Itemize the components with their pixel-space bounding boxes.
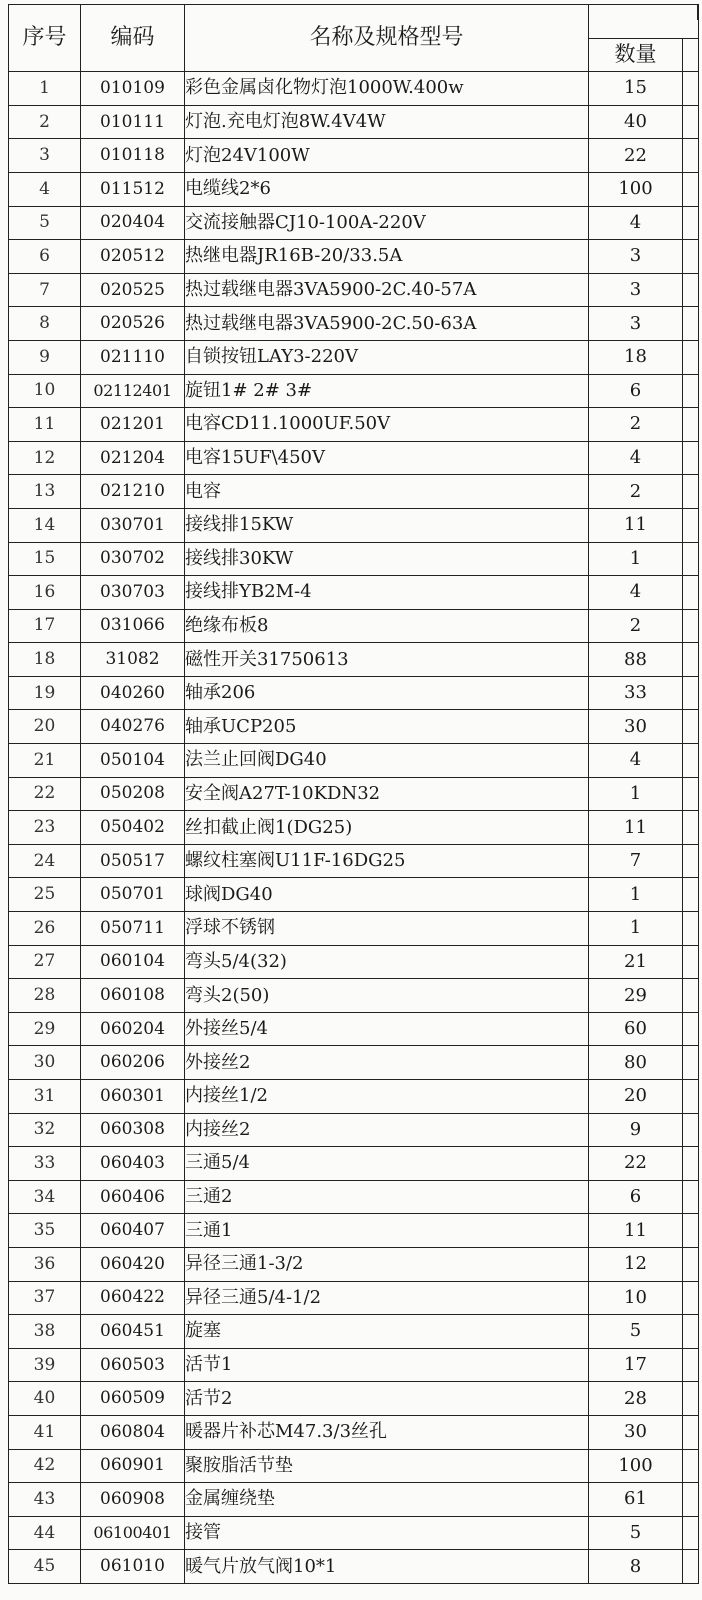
row-code: 060407 — [81, 1214, 185, 1248]
row-name: 内接丝1/2 — [185, 1080, 589, 1114]
row-qty: 4 — [589, 576, 683, 610]
row-seq: 35 — [9, 1214, 81, 1248]
row-qty: 2 — [589, 609, 683, 643]
row-qty: 100 — [589, 1449, 683, 1483]
row-qty: 11 — [589, 1214, 683, 1248]
row-cropped-cell — [683, 273, 699, 307]
row-name: 热过载继电器3VA5900-2C.50-63A — [185, 307, 589, 341]
row-name: 暖器片补芯M47.3/3丝孔 — [185, 1415, 589, 1449]
row-seq: 19 — [9, 676, 81, 710]
row-cropped-cell — [683, 1516, 699, 1550]
header-name: 名称及规格型号 — [185, 5, 589, 72]
row-code: 030701 — [81, 508, 185, 542]
row-cropped-cell — [683, 878, 699, 912]
row-cropped-cell — [683, 408, 699, 442]
row-seq: 45 — [9, 1550, 81, 1584]
table-row — [9, 1113, 699, 1147]
row-seq: 29 — [9, 1012, 81, 1046]
row-cropped-cell — [683, 1348, 699, 1382]
row-seq: 31 — [9, 1080, 81, 1114]
row-qty: 11 — [589, 811, 683, 845]
row-seq: 3 — [9, 139, 81, 173]
row-name: 彩色金属卤化物灯泡1000W.400w — [185, 72, 589, 106]
row-cropped-cell — [683, 240, 699, 274]
table-row — [9, 576, 699, 610]
row-cropped-cell — [683, 1180, 699, 1214]
table-row — [9, 105, 699, 139]
row-seq: 16 — [9, 576, 81, 610]
row-qty: 21 — [589, 945, 683, 979]
row-seq: 15 — [9, 542, 81, 576]
row-name: 金属缠绕垫 — [185, 1483, 589, 1517]
row-seq: 23 — [9, 811, 81, 845]
row-name: 热继电器JR16B-20/33.5A — [185, 240, 589, 274]
row-qty: 8 — [589, 1550, 683, 1584]
row-name: 活节2 — [185, 1382, 589, 1416]
table-row — [9, 1147, 699, 1181]
row-seq: 18 — [9, 643, 81, 677]
row-cropped-cell — [683, 576, 699, 610]
row-name: 旋钮1# 2# 3# — [185, 374, 589, 408]
row-qty: 12 — [589, 1247, 683, 1281]
row-code: 060908 — [81, 1483, 185, 1517]
row-seq: 38 — [9, 1315, 81, 1349]
row-seq: 26 — [9, 912, 81, 946]
row-qty: 7 — [589, 844, 683, 878]
row-seq: 12 — [9, 441, 81, 475]
table-header — [9, 5, 699, 72]
row-name: 热过载继电器3VA5900-2C.40-57A — [185, 273, 589, 307]
inventory-table — [8, 4, 699, 1584]
row-name: 轴承UCP205 — [185, 710, 589, 744]
row-qty: 61 — [589, 1483, 683, 1517]
row-seq: 8 — [9, 307, 81, 341]
row-seq: 14 — [9, 508, 81, 542]
row-name: 外接丝2 — [185, 1046, 589, 1080]
table-row — [9, 912, 699, 946]
table-row — [9, 1382, 699, 1416]
row-cropped-cell — [683, 105, 699, 139]
header-cropped-group — [589, 5, 699, 39]
header-qty: 数量 — [589, 38, 683, 72]
row-cropped-cell — [683, 643, 699, 677]
row-name: 三通2 — [185, 1180, 589, 1214]
row-seq: 44 — [9, 1516, 81, 1550]
row-seq: 5 — [9, 206, 81, 240]
row-seq: 24 — [9, 844, 81, 878]
row-code: 060422 — [81, 1281, 185, 1315]
table-row — [9, 1415, 699, 1449]
row-cropped-cell — [683, 374, 699, 408]
row-cropped-cell — [683, 1415, 699, 1449]
row-qty: 6 — [589, 1180, 683, 1214]
row-seq: 25 — [9, 878, 81, 912]
row-code: 010111 — [81, 105, 185, 139]
row-qty: 20 — [589, 1080, 683, 1114]
row-name: 弯头2(50) — [185, 979, 589, 1013]
row-qty: 3 — [589, 240, 683, 274]
row-qty: 33 — [589, 676, 683, 710]
row-qty: 88 — [589, 643, 683, 677]
table-row — [9, 643, 699, 677]
row-code: 021201 — [81, 408, 185, 442]
row-name: 丝扣截止阀1(DG25) — [185, 811, 589, 845]
table-row — [9, 1550, 699, 1584]
row-seq: 2 — [9, 105, 81, 139]
row-name: 接线排30KW — [185, 542, 589, 576]
row-cropped-cell — [683, 441, 699, 475]
row-cropped-cell — [683, 475, 699, 509]
row-cropped-cell — [683, 1483, 699, 1517]
row-name: 接线排15KW — [185, 508, 589, 542]
table-row — [9, 1247, 699, 1281]
row-name: 安全阀A27T-10KDN32 — [185, 777, 589, 811]
table-row — [9, 744, 699, 778]
row-qty: 22 — [589, 1147, 683, 1181]
table-row — [9, 710, 699, 744]
row-name: 接管 — [185, 1516, 589, 1550]
row-cropped-cell — [683, 844, 699, 878]
row-name: 灯泡24V100W — [185, 139, 589, 173]
row-name: 磁性开关31750613 — [185, 643, 589, 677]
table-row — [9, 172, 699, 206]
row-name: 螺纹柱塞阀U11F-16DG25 — [185, 844, 589, 878]
row-seq: 34 — [9, 1180, 81, 1214]
row-cropped-cell — [683, 72, 699, 106]
table-row — [9, 1281, 699, 1315]
row-cropped-cell — [683, 609, 699, 643]
table-row — [9, 475, 699, 509]
table-row — [9, 878, 699, 912]
row-code: 021204 — [81, 441, 185, 475]
row-qty: 15 — [589, 72, 683, 106]
table-row — [9, 1180, 699, 1214]
row-seq: 30 — [9, 1046, 81, 1080]
header-seq: 序号 — [9, 5, 81, 72]
row-name: 电容CD11.1000UF.50V — [185, 408, 589, 442]
row-seq: 43 — [9, 1483, 81, 1517]
row-code: 050701 — [81, 878, 185, 912]
table-row — [9, 676, 699, 710]
row-qty: 22 — [589, 139, 683, 173]
row-name: 电容15UF\450V — [185, 441, 589, 475]
row-name: 法兰止回阀DG40 — [185, 744, 589, 778]
row-qty: 3 — [589, 273, 683, 307]
row-seq: 20 — [9, 710, 81, 744]
row-code: 011512 — [81, 172, 185, 206]
row-cropped-cell — [683, 1281, 699, 1315]
row-cropped-cell — [683, 1147, 699, 1181]
row-name: 聚胺脂活节垫 — [185, 1449, 589, 1483]
row-name: 接线排YB2M-4 — [185, 576, 589, 610]
row-cropped-cell — [683, 1046, 699, 1080]
row-qty: 4 — [589, 206, 683, 240]
row-code: 031066 — [81, 609, 185, 643]
table-body — [9, 72, 699, 1584]
row-qty: 17 — [589, 1348, 683, 1382]
row-name: 旋塞 — [185, 1315, 589, 1349]
row-cropped-cell — [683, 1449, 699, 1483]
table-row — [9, 307, 699, 341]
row-code: 030703 — [81, 576, 185, 610]
row-qty: 3 — [589, 307, 683, 341]
row-name: 浮球不锈钢 — [185, 912, 589, 946]
row-code: 060503 — [81, 1348, 185, 1382]
row-name: 外接丝5/4 — [185, 1012, 589, 1046]
row-name: 异径三通5/4-1/2 — [185, 1281, 589, 1315]
table-row — [9, 1483, 699, 1517]
row-cropped-cell — [683, 945, 699, 979]
row-cropped-cell — [683, 1247, 699, 1281]
row-code: 020525 — [81, 273, 185, 307]
row-qty: 5 — [589, 1516, 683, 1550]
row-code: 060901 — [81, 1449, 185, 1483]
row-qty: 80 — [589, 1046, 683, 1080]
table-row — [9, 811, 699, 845]
row-code: 040260 — [81, 676, 185, 710]
row-code: 050711 — [81, 912, 185, 946]
row-qty: 9 — [589, 1113, 683, 1147]
row-seq: 11 — [9, 408, 81, 442]
row-cropped-cell — [683, 1315, 699, 1349]
row-code: 050402 — [81, 811, 185, 845]
table-row — [9, 273, 699, 307]
row-qty: 2 — [589, 475, 683, 509]
row-name: 绝缘布板8 — [185, 609, 589, 643]
row-code: 060406 — [81, 1180, 185, 1214]
row-qty: 18 — [589, 340, 683, 374]
row-cropped-cell — [683, 172, 699, 206]
row-cropped-cell — [683, 811, 699, 845]
row-cropped-cell — [683, 710, 699, 744]
row-cropped-cell — [683, 139, 699, 173]
row-code: 060206 — [81, 1046, 185, 1080]
row-seq: 36 — [9, 1247, 81, 1281]
row-code: 060420 — [81, 1247, 185, 1281]
row-cropped-cell — [683, 340, 699, 374]
row-qty: 28 — [589, 1382, 683, 1416]
row-qty: 11 — [589, 508, 683, 542]
table-row — [9, 1214, 699, 1248]
row-code: 050104 — [81, 744, 185, 778]
row-seq: 28 — [9, 979, 81, 1013]
row-seq: 37 — [9, 1281, 81, 1315]
row-qty: 40 — [589, 105, 683, 139]
row-code: 060403 — [81, 1147, 185, 1181]
table-row — [9, 1516, 699, 1550]
row-name: 活节1 — [185, 1348, 589, 1382]
table-row — [9, 979, 699, 1013]
row-cropped-cell — [683, 979, 699, 1013]
row-seq: 32 — [9, 1113, 81, 1147]
row-seq: 13 — [9, 475, 81, 509]
row-name: 交流接触器CJ10-100A-220V — [185, 206, 589, 240]
row-code: 020512 — [81, 240, 185, 274]
row-cropped-cell — [683, 777, 699, 811]
row-code: 02112401 — [81, 374, 185, 408]
row-cropped-cell — [683, 912, 699, 946]
row-seq: 39 — [9, 1348, 81, 1382]
row-seq: 17 — [9, 609, 81, 643]
row-code: 060104 — [81, 945, 185, 979]
row-seq: 21 — [9, 744, 81, 778]
row-cropped-cell — [683, 508, 699, 542]
row-seq: 40 — [9, 1382, 81, 1416]
row-name: 暖气片放气阀10*1 — [185, 1550, 589, 1584]
row-cropped-cell — [683, 1113, 699, 1147]
table-row — [9, 1315, 699, 1349]
row-code: 050517 — [81, 844, 185, 878]
row-qty: 10 — [589, 1281, 683, 1315]
row-code: 31082 — [81, 643, 185, 677]
row-seq: 6 — [9, 240, 81, 274]
row-name: 电容 — [185, 475, 589, 509]
row-cropped-cell — [683, 307, 699, 341]
row-seq: 10 — [9, 374, 81, 408]
row-code: 050208 — [81, 777, 185, 811]
row-code: 030702 — [81, 542, 185, 576]
table-row — [9, 542, 699, 576]
row-qty: 1 — [589, 878, 683, 912]
row-qty: 1 — [589, 777, 683, 811]
row-code: 06100401 — [81, 1516, 185, 1550]
row-code: 020526 — [81, 307, 185, 341]
table-row — [9, 408, 699, 442]
row-qty: 30 — [589, 710, 683, 744]
row-seq: 22 — [9, 777, 81, 811]
table-row — [9, 340, 699, 374]
table-row — [9, 374, 699, 408]
row-code: 060204 — [81, 1012, 185, 1046]
row-code: 060108 — [81, 979, 185, 1013]
row-code: 010109 — [81, 72, 185, 106]
row-name: 自锁按钮LAY3-220V — [185, 340, 589, 374]
row-code: 060451 — [81, 1315, 185, 1349]
table-row — [9, 240, 699, 274]
row-cropped-cell — [683, 206, 699, 240]
table-row — [9, 1080, 699, 1114]
row-code: 060308 — [81, 1113, 185, 1147]
table-row — [9, 609, 699, 643]
table-row — [9, 1046, 699, 1080]
row-code: 020404 — [81, 206, 185, 240]
row-code: 010118 — [81, 139, 185, 173]
row-code: 021110 — [81, 340, 185, 374]
row-seq: 27 — [9, 945, 81, 979]
row-code: 021210 — [81, 475, 185, 509]
row-qty: 29 — [589, 979, 683, 1013]
row-code: 060804 — [81, 1415, 185, 1449]
row-qty: 30 — [589, 1415, 683, 1449]
table-row — [9, 777, 699, 811]
row-cropped-cell — [683, 1382, 699, 1416]
row-code: 061010 — [81, 1550, 185, 1584]
table-row — [9, 508, 699, 542]
row-code: 060301 — [81, 1080, 185, 1114]
table-row — [9, 139, 699, 173]
row-name: 三通5/4 — [185, 1147, 589, 1181]
row-qty: 5 — [589, 1315, 683, 1349]
row-cropped-cell — [683, 676, 699, 710]
row-qty: 2 — [589, 408, 683, 442]
row-seq: 1 — [9, 72, 81, 106]
header-cropped-cell — [683, 38, 699, 72]
row-qty: 4 — [589, 744, 683, 778]
row-cropped-cell — [683, 1214, 699, 1248]
row-seq: 9 — [9, 340, 81, 374]
row-name: 内接丝2 — [185, 1113, 589, 1147]
row-seq: 42 — [9, 1449, 81, 1483]
row-name: 球阀DG40 — [185, 878, 589, 912]
row-code: 040276 — [81, 710, 185, 744]
row-seq: 41 — [9, 1415, 81, 1449]
table-row — [9, 1012, 699, 1046]
row-qty: 6 — [589, 374, 683, 408]
table-row — [9, 206, 699, 240]
row-name: 灯泡.充电灯泡8W.4V4W — [185, 105, 589, 139]
table-row — [9, 441, 699, 475]
row-name: 异径三通1-3/2 — [185, 1247, 589, 1281]
row-cropped-cell — [683, 1012, 699, 1046]
row-cropped-cell — [683, 744, 699, 778]
row-name: 弯头5/4(32) — [185, 945, 589, 979]
row-qty: 60 — [589, 1012, 683, 1046]
table-row — [9, 844, 699, 878]
row-seq: 33 — [9, 1147, 81, 1181]
row-cropped-cell — [683, 1080, 699, 1114]
row-qty: 100 — [589, 172, 683, 206]
table-row — [9, 1449, 699, 1483]
row-cropped-cell — [683, 542, 699, 576]
table-row — [9, 945, 699, 979]
table-row — [9, 72, 699, 106]
row-qty: 1 — [589, 912, 683, 946]
row-seq: 4 — [9, 172, 81, 206]
row-name: 轴承206 — [185, 676, 589, 710]
row-name: 三通1 — [185, 1214, 589, 1248]
table-row — [9, 1348, 699, 1382]
row-qty: 1 — [589, 542, 683, 576]
row-seq: 7 — [9, 273, 81, 307]
row-name: 电缆线2*6 — [185, 172, 589, 206]
row-cropped-cell — [683, 1550, 699, 1584]
row-qty: 4 — [589, 441, 683, 475]
row-code: 060509 — [81, 1382, 185, 1416]
header-code: 编码 — [81, 5, 185, 72]
